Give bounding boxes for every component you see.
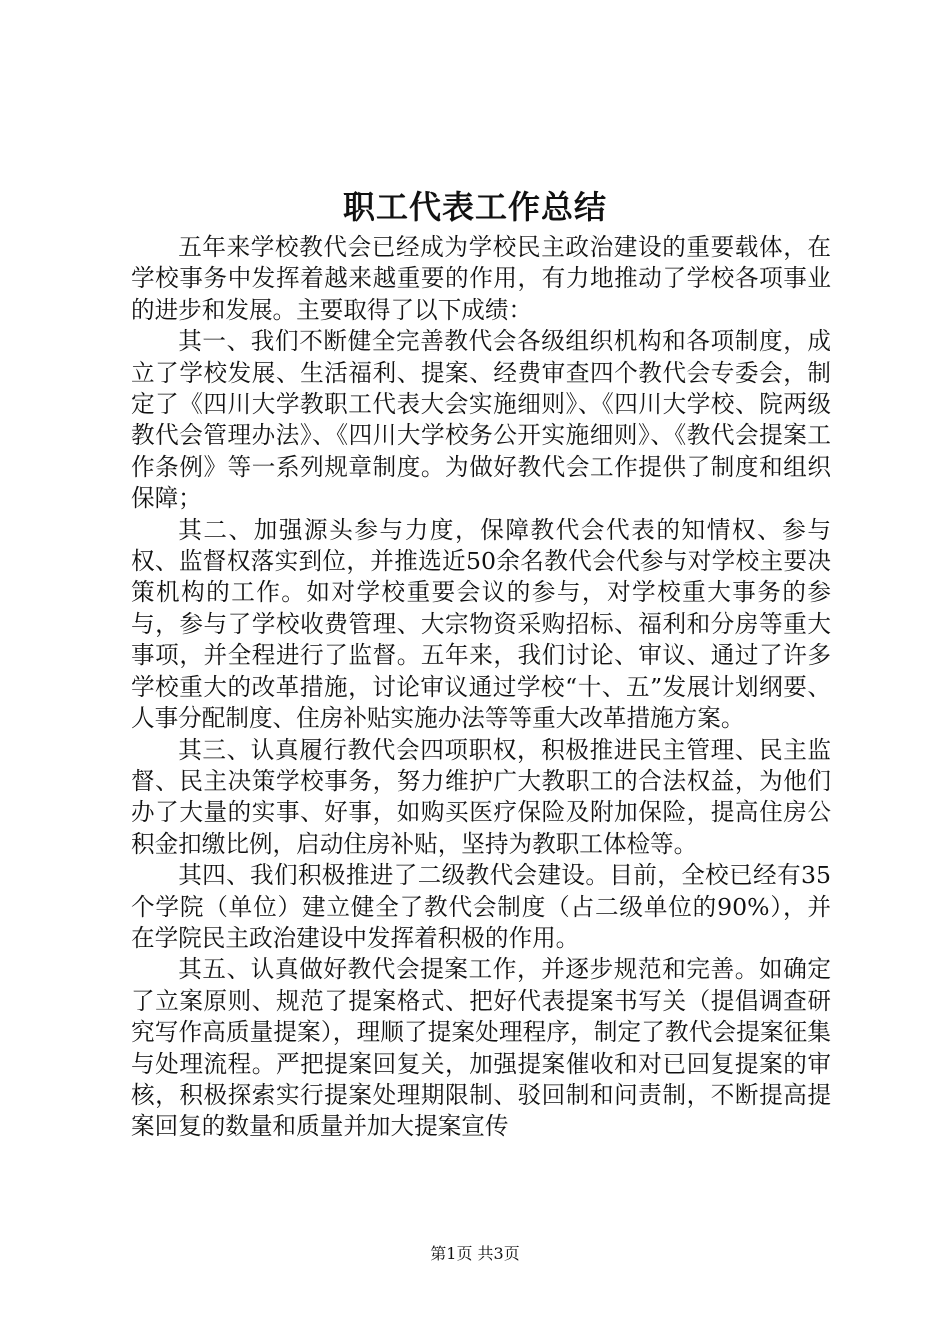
paragraph-point-5: 其五、认真做好教代会提案工作，并逐步规范和完善。如确定了立案原则、规范了提案格式、把好代表提案书写关（提倡调查研究写作高质量提案），理顺了提案处理程序，制定了教代会提案征集与处理流程。严把提案回复关，加强提案催收和对已回复提案的审核，积极探索实行提案处理期限制、驳回制和问责制，不断提高提案回复的数量和质量并加大提案宣传 (131, 955, 831, 1141)
paragraph-intro: 五年来学校教代会已经成为学校民主政治建设的重要载体，在学校事务中发挥着越来越重要的作用，有力地推动了学校各项事业的进步和发展。主要取得了以下成绩： (131, 233, 831, 324)
document-title: 职工代表工作总结 (342, 188, 607, 226)
paragraph-point-4: 其四、我们积极推进了二级教代会建设。目前，全校已经有35个学院（单位）建立健全了教代会制度（占二级单位的90%），并在学院民主政治建设中发挥着积极的作用。 (131, 861, 831, 952)
page-number-footer: 第1页 共3页 (430, 1244, 520, 1263)
paragraph-point-1: 其一、我们不断健全完善教代会各级组织机构和各项制度，成立了学校发展、生活福利、提案、经费审查四个教代会专委会，制定了《四川大学教职工代表大会实施细则》、《四川大学校、院两级教代会管理办法》、《四川大学校务公开实施细则》、《教代会提案工作条例》等一系列规章制度。为做好教代会工作提供了制度和组织保障； (131, 327, 831, 513)
paragraph-point-3: 其三、认真履行教代会四项职权，积极推进民主管理、民主监督、民主决策学校事务，努力维护广大教职工的合法权益，为他们办了大量的实事、好事，如购买医疗保险及附加保险，提高住房公积金扣缴比例，启动住房补贴，坚持为教职工体检等。 (131, 735, 831, 858)
document-body (131, 232, 831, 1143)
paragraph-point-2: 其二、加强源头参与力度，保障教代会代表的知情权、参与权、监督权落实到位，并推选近50余名教代会代参与对学校主要决策机构的工作。如对学校重要会议的参与，对学校重大事务的参与，参与了学校收费管理、大宗物资采购招标、福利和分房等重大事项，并全程进行了监督。五年来，我们讨论、审议、通过了许多学校重大的改革措施，讨论审议通过学校“十、五”发展计划纲要、人事分配制度、住房补贴实施办法等等重大改革措施方案。 (131, 515, 831, 733)
